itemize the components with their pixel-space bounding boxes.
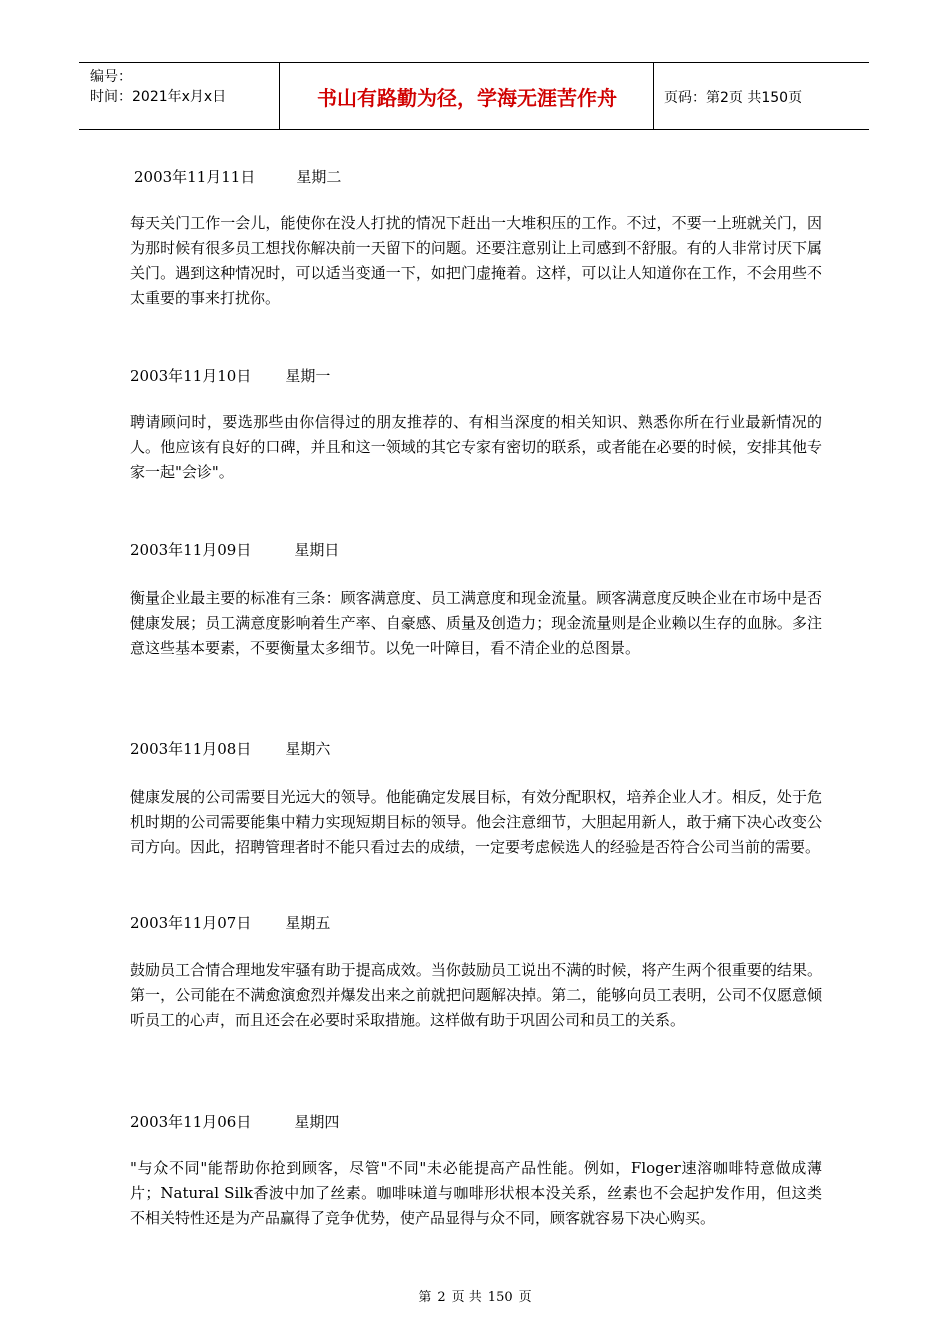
footer-page-number: 2 [437,1290,446,1305]
header-page-info: 页码：第2页 共150页 [664,89,803,106]
entry-date-line [130,1111,339,1132]
entry-text: "与众不同"能帮助你抢到顾客，尽管"不同"未必能提高产品性能。例如，Floger速溶咖啡特意做成薄片；Natural Silk香波中加了丝素。咖啡味道与咖啡形状根本没关系，丝素也不会起护发作用，但这类不相关特性还是为产品赢得了竞争优势，使产品显得与众不同，顾客就容易下决心购买。 [130,1159,822,1227]
document-time-label: 时间：2021年x月x日 [90,89,227,105]
entry-text: 衡量企业最主要的标准有三条：顾客满意度、员工满意度和现金流量。顾客满意度反映企业在市场中是否健康发展；员工满意度影响着生产率、自豪感、质量及创造力；现金流量则是企业赖以生存的血脉。多注意这些基本要素，不要衡量太多细节。以免一叶障目，看不清企业的总图景。 [130,589,822,657]
entry-date: 2003年11月09日 [130,541,252,559]
entry-date-line [130,738,330,759]
entry-date-line [134,166,341,187]
entry-weekday: 星期六 [285,740,331,758]
entry-date-line [130,912,330,933]
header-meta [90,67,280,107]
entry-weekday: 星期五 [285,914,331,932]
entry-weekday: 星期二 [296,168,342,186]
header-divider-right [653,63,654,130]
entry-text: 鼓励员工合情合理地发牢骚有助于提高成效。当你鼓励员工说出不满的时候，将产生两个很重要的结果。第一，公司能在不满愈演愈烈并爆发出来之前就把问题解决掉。第二，能够向员工表明，公司不仅愿意倾听员工的心声，而且还会在必要时采取措施。这样做有助于巩固公司和员工的关系。 [130,961,822,1029]
entry-date: 2003年11月06日 [130,1113,252,1131]
entry-text: 每天关门工作一会儿，能使你在没人打扰的情况下赶出一大堆积压的工作。不过，不要一上班就关门，因为那时候有很多员工想找你解决前一天留下的问题。还要注意别让上司感到不舒服。有的人非常讨厌下属关门。遇到这种情况时，可以适当变通一下，如把门虚掩着。这样，可以让人知道你在工作，不会用些不太重要的事来打扰你。 [130,214,822,307]
footer-prefix: 第 [418,1290,432,1305]
entry-date: 2003年11月08日 [130,740,252,758]
entry-text: 健康发展的公司需要目光远大的领导。他能确定发展目标，有效分配职权，培养企业人才。相反，处于危机时期的公司需要能集中精力实现短期目标的领导。他会注意细节，大胆起用新人，敢于痛下决心改变公司方向。因此，招聘管理者时不能只看过去的成绩，一定要考虑候选人的经验是否符合公司当前的需要。 [130,788,822,856]
footer-total-pages: 150 [487,1290,513,1305]
entry-date-line [130,539,339,560]
document-number-label: 编号： [90,69,132,85]
entry-date-line [130,365,330,386]
entry-text: 聘请顾问时，要选那些由你信得过的朋友推荐的、有相当深度的相关知识、熟悉你所在行业最新情况的人。他应该有良好的口碑，并且和这一领域的其它专家有密切的联系，或者能在必要的时候，安排其他专家一起"会诊"。 [130,413,822,481]
entry-date: 2003年11月07日 [130,914,252,932]
entry-date: 2003年11月10日 [130,367,252,385]
page-header [79,62,869,130]
footer-mid: 页 共 [451,1290,482,1305]
header-motto: 书山有路勤为径，学海无涯苦作舟 [317,86,617,110]
entry-weekday: 星期四 [294,1113,340,1131]
footer-suffix: 页 [518,1290,532,1305]
page-footer [0,1286,950,1305]
entry-weekday: 星期一 [285,367,331,385]
entry-date: 2003年11月11日 [134,168,256,186]
entry-weekday: 星期日 [294,541,340,559]
header-divider-left [279,63,280,130]
